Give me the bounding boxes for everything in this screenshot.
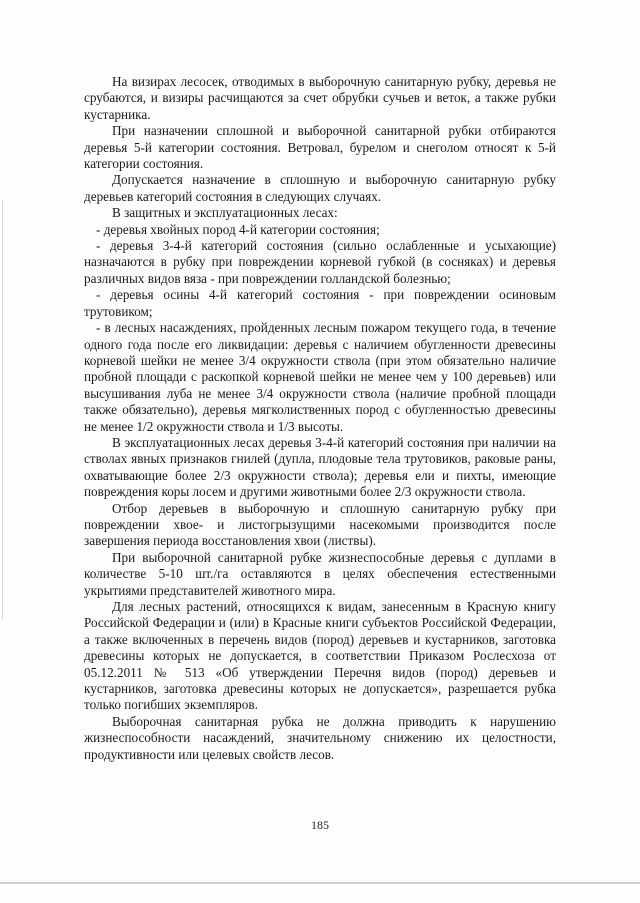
paragraph-2: При назначении сплошной и выборочной санитарной рубки отбираются деревья 5-й категории состояния. Ветровал, бурелом и снеголом относят к 5-й категории состояния. — [84, 123, 556, 172]
list-item-3: - деревья осины 4-й категорий состояния - при повреждении осиновым трутовиком; — [84, 287, 556, 319]
paragraph-1: На визирах лесосек, отводимых в выборочную санитарную рубку, деревья не срубаются, и визиры расчищаются за счет обрубки сучьев и веток, а также рубки кустарника. — [84, 74, 556, 122]
list-item-4: - в лесных насаждениях, пройденных лесным пожаром текущего года, в течение одного года после его ликвидации: деревья с наличием обугленности древесины корневой шейки не менее 3/4 окружности ствола (при этом обязательно наличие пробной площади с раскопкой корневой шейки не менее чем у 100 деревьев) или высушивания луба не менее 3/4 окружности ствола (наличие пробной площади также обязательно), деревья мягколиственных пород с обугленностью древесины не менее 1/2 окружности ствола и 1/3 высоты. — [84, 320, 556, 434]
paragraph-6: Отбор деревьев в выборочную и сплошную санитарную рубку при повреждении хвое- и листогрызущими насекомыми производится после завершения периода восстановления хвои (листвы). — [84, 500, 556, 549]
paragraph-5: В эксплуатационных лесах деревья 3-4-й категорий состояния при наличии на стволах явных признаков гнилей (дупла, плодовые тела трутовиков, раковые раны, охватывающие более 2/3 окружности ствола); деревья ели и пихты, имеющие повреждения коры лосем и другими животными более 2/3 окружности ствола. — [84, 434, 556, 500]
scan-edge-bottom — [0, 882, 640, 884]
paragraph-9: Выборочная санитарная рубка не должна приводить к нарушению жизнеспособности насаждений, значительному снижению их целостности, продуктивности или целевых свойств лесов. — [84, 713, 556, 762]
list-item-1: - деревья хвойных пород 4-й категории состояния; — [96, 221, 380, 237]
paragraph-8: Для лесных растений, относящихся к видам, занесенным в Красную книгу Российской Федерации и (или) в Красные книги субъектов Российской Федерации, а также включенных в перечень видов (пород) деревьев и кустарников, заготовка древесины которых не допускается, в соответствии Приказом Рослесхоза от 05.12.2011 № 513 «Об утверждении Перечня видов (пород) деревьев и кустарников, заготовка древесины которых не допускается», разрешается рубка только погибших экземпляров. — [84, 599, 556, 713]
paragraph-7: При выборочной санитарной рубке жизнеспособные деревья с дуплами в количестве 5-10 шт./га оставляются в целях обеспечения естественными укрытиями представителей животного мира. — [84, 549, 556, 598]
body-text — [84, 74, 556, 763]
page-number: 185 — [311, 818, 329, 832]
scan-edge-left — [2, 200, 3, 620]
paragraph-3: Допускается назначение в сплошную и выборочную санитарную рубку деревьев категорий состояния в следующих случаях. — [84, 172, 556, 204]
list-item-2: - деревья 3-4-й категорий состояния (сильно ослабленные и усыхающие) назначаются в рубку при повреждении корневой губкой (в сосняках) и деревья различных видов вяза - при повреждении голландской болезнью; — [84, 238, 556, 286]
paragraph-4: В защитных и эксплуатационных лесах: — [112, 205, 338, 221]
